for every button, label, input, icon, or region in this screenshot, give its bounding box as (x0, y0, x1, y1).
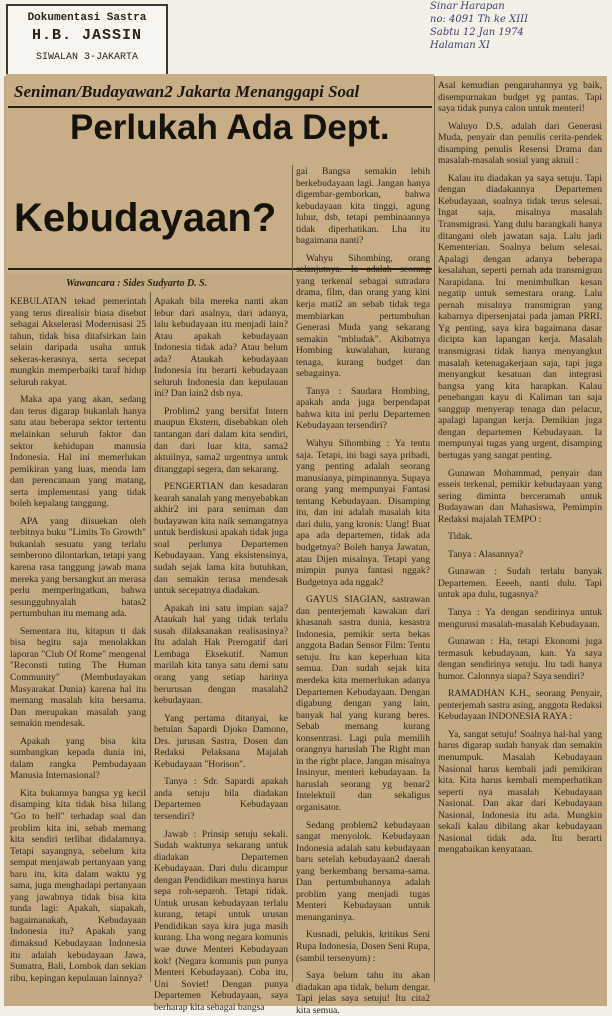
paragraph: Apakah ini satu impian saja? Ataukah hal yang tidak terlalu susah dilaksanakan realisasinya? Itu adalah Hak Prerogatif dari Lembaga Eksekutif. Namun marilah kita tanya satu demi satu orang yang setiap harinya berurusan dengan masalah2 kebudayaan. (154, 602, 288, 707)
article-column-4 (438, 80, 602, 984)
article-title-line-1: Perlukah Ada Dept. (70, 108, 390, 147)
article-column-2 (154, 296, 288, 1013)
paragraph: Kita bukannya bangsa yg kecil disamping kita tidak bisa hilang "Go to hell" terhadap soal dan problim kita ini, sebab memang kita sendiri terlibat didalamnya. Tetapi sayangnya, sebelum kita sempat menjawab pertanyaan yang baru itu, kita dalam waktu yg sama, juga menghadapi pertanyaan yang jawabnya tidak bisa kita tunda lagi: Apakah, siapakah, bagaimanakah, Kebudayaan Indonesia itu? Apakah yang dimaksud Kebudayaan Indonesia itu adalah kebudayaan Jawa, Sumatra, Bali, Lombok dan sekian ribu, kepingan kepulauan lainnya? (10, 787, 146, 984)
paragraph: Kusnadi, pelukis, kritikus Seni Rupa Indonesia, Dosen Seni Rupa, (sambil tersenyum) : (296, 929, 430, 964)
paragraph: Kalau itu diadakan ya saya setuju. Tapi dengan diadakannya Departemen Kebudayaan, soalnya tidak terus selesai. Ingat saja, misalnya masalah Transmigrasi. Yang dulu barangkali hanya ditangani oleh jawatan saja. Lalu jadi Kementerian. Soalnya belum selesai. Apalagi dengan adanya beberapa kesalahan, seperti pernah ada transmigran Narapidana. Ini menimbulkan kesan negatip untuk semestara orang. Lalu pernah misalnya transmigran yang kabarnya dipersenjatai pada jaman PRRI. Yg penting, saya kira bagaimana dasar dicipta kan lapangan kerja. Masalah transmigrasi tidak hanya menyangkut masalah ketenagakerjaan saja, tapi juga menyangkut kesatuan dan integrasi bangsa yang kita harapkan. Kalau penebangan kayu di Kaliman tan saja sanggup menyerap tenaga dan pelacur, apalagi lapangan kerja. Demikian juga dengan departemen Kebudayaan. Ia mempunyai tugas yang urgent, disamping bertugas yang sangat penting. (438, 172, 602, 461)
paragraph: Apakah bila mereka nanti akan lebur dari asalnya, dari adanya, lalu kebudayaan itu menjadi lain? Atau apakah kebudayaan Indonesia tidak ada? Atau belum ada? Ataukah kebudayaan Indonesia itu berarti kebudayaan seluruh Indonesia dan kepulauan ini? Dan lain2 dsb nya. (154, 296, 288, 400)
paragraph: Ya, sangat setuju! Soalnya hal-hal yang harus digarap sudah banyak dan semakin menumpuk. Masalah Kebudayaan Nasional harus kembali jadi pemikiran kita. Kita harus kembali memperhatikan seperti nya masalah Kebudayaan Nasional. Dan akar dari Kebudayaan Nasional, Indonesia itu ada. Mungkin sekali kalau dibilang akar kebudayaan Nasional tidak ada. Itu berarti mengabaikan kenyataan. (438, 728, 602, 856)
paragraph: RAMADHAN K.H., seorang Penyair, penterjemah sastra asing, anggota Redaksi Kebudayaan INDONESIA RAYA : (438, 688, 602, 723)
paragraph: Gunawan : Sudah terlalu banyak Departemen. Eeeeh, nanti dulu. Tapi untuk apa dulu, tugasnya? (438, 566, 602, 601)
hand-line-1: Sinar Harapan (430, 1, 505, 12)
stamp-line-1: Dokumentasi Sastra (27, 12, 147, 24)
column-divider-3 (434, 76, 435, 982)
paragraph: Problim2 yang bersifat Intern maupun Ekstern, disebabkan oleh tantangan dari dalam kita sendiri, dan dari luar kita, sama2 aktuilnya, sama2 urgentnya untuk ditanggapi segera, dan sekarang. (154, 405, 288, 475)
paragraph: PENGERTIAN dan kesadaran kearah sanalah yang menyebabkan akhir2 ini para seniman dan budayawan kita naik semangatnya untuk berdiskusi apakah tidak juga soal perlunya Departemen Kebudayaan. Yang eksistensinya, sudah sejak lama kita butuhkan, dan semakin terasa mendesak untuk secepatnya diadakan. (154, 481, 288, 597)
article-byline: Wawancara : Sides Sudyarto D. S. (66, 278, 208, 289)
paragraph: Sedang problem2 kebudayaan sangat menyolok. Kebudayaan Indonesia adalah satu kebudayaan baru setelah kebudayaan2 daerah yang berkembang bersama-sama. Dan pertumbuhannya adalah problim yang menjadi tugas Menteri Kebudayaan untuk menanganinya. (296, 819, 430, 923)
paragraph: APA yang diisuekan oleh terbitnya buku "Limits To Growth" bukanlah sesuatu yang terlalu semberono dilontarkan, tetapi yang karena rasa tanggung jawab mana mereka yang bersangkut an merasa perlu memperingatkan, bahwa sesungguhnyalah batas2 pertumbuhan itu memang ada. (10, 515, 146, 620)
paragraph: GAYUS SIAGIAN, sastrawan dan penterjemah kawakan dari khasanah sastra dunia, kesastra Indonesia, pemikir serta bekas anggota Badan Sensor Film: Tentu setuju. Itu kan keperluan kita semua. Dan sudah sejak kita merdeka kita memerlukan adanya Departemen Kebudayaan. Dengan digabung dengan yang lain, banyak hal yang kurang beres. Sebab memang kurang konsentrasi. Lagi pula memilih orangnya haruslah The Right man in the right place. Jangan misalnya Insinyur, menteri kebudayaan. Ia haruslah seorang yg benar2 Intelektuil dan sekaligus organisator. (296, 594, 430, 813)
paragraph: Wahyu Sihombing : Ya tentu saja. Tetapi, ini bagi saya pribadi, yang penting adalah seorang manusianya, pimpinannya. Supaya orang yang mempunyai Fantasi tentang Kebudayaan. Disamping itu, dan ini adalah masalah kita dari dulu, yang kronis: Uang! Buat apa ada departemen, tidak ada budgetnya? Boleh hanya Jawatan, atau Dijen misalnya. Tetapi yang mimpin punya fantasi nggak? Budgetnya ada nggak? (296, 438, 430, 588)
hand-line-3: Sabtu 12 Jan 1974 (430, 27, 524, 38)
paragraph: Maka apa yang akan, sedang dan terus digarap bukanlah hanya satu atau beberapa sektor tertentu melainkan seluruh faktor dan sektor kehidupan manusia Indonesia. Hal ini memerlukan pemikiran yang luas, menda lam dan perencanaan yang matang, serta implementasi yang tidak boleh kepalang tanggung. (10, 394, 146, 510)
paragraph: Asal kemudian pengarahannya yg baik, disempurnakan budget yg pantas. Tapi saya tidak punya calon untuk menteri! (438, 80, 602, 115)
archive-stamp (6, 4, 168, 78)
paragraph: Tanya : Ya dengan sendirinya untuk mengurusi masalah-masalah Kebudayaan. (438, 606, 602, 630)
paragraph: Wahyu Sihombing, orang selanjutnya. Ia adalah seorang yang terkenal sebagai sutradara drama, film, dan orang yang kini kerja mati2 an sebab tidak tega membiarkan pertumbuhan Generasi Muda yang sekarang semakin "mbludak". Akibatnya Hombing kuwalahan, kurang tenaga, kurang budget dan sebagainya. (296, 252, 430, 380)
stamp-line-2: H.B. JASSIN (31, 27, 143, 44)
paragraph: Tidak. (448, 531, 473, 543)
paragraph: Saya belum tahu itu akan diadakan apa tidak, belum dengar. Tapi jelas saya setuju! Itu cita2 kita semua. (296, 970, 430, 1016)
paragraph: Tanya : Sdr. Sapardi apakah anda setuju bila diadakan Departemen Kebudayaan tersendiri? (154, 776, 288, 822)
article-kicker: Seniman/Budayawan2 Jakarta Menanggapi Soal (14, 82, 360, 101)
paragraph: Tanya : Saudara Hombing, apakah anda juga berpendapat bahwa kita ini perlu Departemen Kebudayaan tersendiri? (296, 385, 430, 432)
column-divider-2 (292, 165, 293, 982)
hand-line-2: no: 4091 Th ke XIII (430, 14, 529, 25)
handwritten-note (430, 0, 610, 52)
paragraph: Jawab : Prinsip setuju sekali. Sudah waktunya sekarang untuk diadakan Departemen Kebudayaan. Dari dulu dicampur dengan Pendidikan mestinya harus sepa roh-separoh. Tetapi tidak. Untuk urusan kebudayaan terlalu kurang, tetapi untuk urusan Pendidikan saya kira juga masih kurang. Lha wong negara komunis wae duwe Menteri Kebudayaan kok! (Negara komunis pun punya Menteri Kebudayaan). Coba itu, Uni Soviet! Dengan punya Departemen Kebudayaan, saya berharap kita sebagai bangsa (154, 828, 288, 1013)
paragraph: KEBULATAN tekad pemerintah yang terus direalisir biasa disebut sebagai Akselerasi Modernisasi 25 tahun, tidak bisa ditafsirkan lain selain daripada usaha untuk sekeras-kerasnya, serta secepat mungkin memperbaiki taraf hidup seluruh rakyat. (10, 296, 146, 388)
paragraph: Gunawan Mohammad, penyair dan esseis terkenal, pemikir kebudayaan yang sering diminta berceramah untuk Budayawan dan Mahasiswa, Pemimpin Redaksi majalah TEMPO : (438, 467, 602, 525)
kicker-rule (8, 106, 432, 108)
paragraph: Apakah yang bisa kita sumbangkan kepada dunia ini, dalam rangka Pembudayaan Manusia Internasional? (10, 735, 146, 782)
article-title-line-2: Kebudayaan? (14, 196, 277, 240)
paragraph: Sementara itu, kitapun ti dak bisa begitu saja menolakkan laporan "Club Of Rome" mengenal "Reconsti tuting The Human Community" (Membudayakan Masyarakat Dunia) karena hal itu memang masalah kita bersama. Dan merupakan masalah yang semakin mendesak. (10, 625, 146, 730)
article-column-1 (10, 296, 146, 984)
column-divider-1 (150, 292, 151, 982)
paragraph: Yang pertama ditanyai, ke betulan Sapardi Djoko Damono, Drs. jurusan Sastra, Dosen dan Redaksi Pelaksana Majalah Kebudayaan "Horison". (154, 712, 288, 770)
paragraph: Waluyo D.S. adalah dari Generasi Muda, penyair dan penulis cerita-pendek disamping penulis Resensi Drama dan masalah-masalah sosial yang aktuil : (438, 120, 602, 167)
article-column-3 (296, 166, 430, 1016)
hand-line-4: Halaman XI (430, 40, 490, 51)
paragraph: Tanya : Alasannya? (448, 548, 523, 560)
paragraph: gai Bangsa semakin lebih berkebudayaan lagi. Jangan hanya digembar-gemborkan, bahwa kebudayaan kita tinggi, agung luhur, dsb, tetapi pembinaannya tidak diperhatikan. Lha itu bagaimana nanti? (296, 166, 430, 247)
paragraph: Gunawan : Ha, tetapi Ekonomi juga termasuk kebudayaan, kan. Ya saya dengan sendirinya setuju. Itu tadi hanya humor. Calonnya siapa? Saya sendiri? (438, 636, 602, 682)
stamp-line-3: SIWALAN 3-JAKARTA (35, 52, 139, 63)
